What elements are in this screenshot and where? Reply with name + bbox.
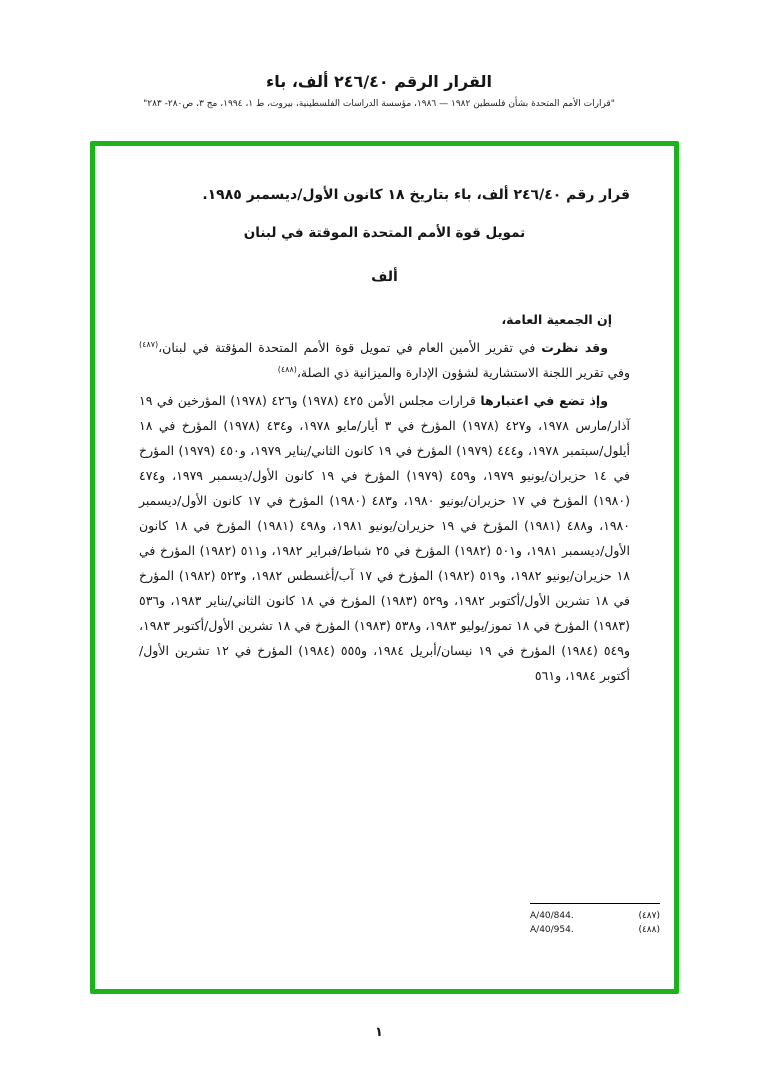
header-source-line: "قرارات الأمم المتحدة بشأن فلسطين ١٩٨٢ — ١٩٨٦، مؤسسة الدراسات الفلسطينية، بيروت، ط ١، ١٩٩٤، مج ٣، ص٢٨٠- ٢٨٣" (143, 99, 615, 109)
resolution-subject: تمويل قوة الأمم المتحدة الموقتة في لبنان (243, 225, 526, 241)
footnote-source: A/40/844. (530, 911, 574, 921)
paragraph-text: في تقرير الأمين العام في تمويل قوة الأمم المتحدة المؤقتة في لبنان، (158, 340, 542, 355)
document-border-frame (90, 141, 679, 994)
footnote-row (530, 909, 660, 923)
footnote-marker: (٤٨٨) (638, 925, 660, 935)
paragraph-lead: وقد نظرت (541, 340, 608, 355)
paragraph-bearing-in-mind (139, 388, 630, 688)
footnote-marker: (٤٨٧) (638, 911, 660, 921)
footnote-source: A/40/954. (530, 925, 574, 935)
document-body (139, 182, 630, 691)
section-heading: ألف (371, 269, 398, 285)
footnote-ref-487: (٤٨٧) (139, 339, 159, 349)
footnote-ref-488: (٤٨٨) (277, 364, 297, 374)
paragraph-preamble: إن الجمعية العامة، (501, 312, 612, 327)
paragraph-considered (139, 335, 630, 385)
resolution-title: قرار رقم ٢٤٦/٤٠ ألف، باء بتاريخ ١٨ كانون الأول/ديسمبر ١٩٨٥. (202, 187, 630, 203)
header-title: القرار الرقم ٢٤٦/٤٠ ألف، باء (266, 72, 492, 91)
footnote-row (530, 923, 660, 937)
paragraph-text: وفي تقرير اللجنة الاستشارية لشؤون الإدارة والميزانية ذي الصلة، (296, 365, 630, 380)
paragraph-text: قرارات مجلس الأمن ٤٢٥ (١٩٧٨) و٤٢٦ (١٩٧٨) المؤرخين في ١٩ آذار/مارس ١٩٧٨، و٤٢٧ (١٩٧٨) المؤرخ في ٣ أيار/مايو ١٩٧٨، و٤٣٤ (١٩٧٨) المؤرخ في ١٨ أيلول/سبتمبر ١٩٧٨، و٤٤٤ (١٩٧٩) المؤرخ في ١٩ كانون الثاني/يناير ١٩٧٩، و٤٥٠ (١٩٧٩) المؤرخ في ١٤ حزيران/يونيو ١٩٧٩، و٤٥٩ (١٩٧٩) المؤرخ في ١٩ كانون الأول/ديسمبر ١٩٧٩، و٤٧٤ (١٩٨٠) المؤرخ في ١٧ حزيران/يونيو ١٩٨٠، و٤٨٣ (١٩٨٠) المؤرخ في ١٧ كانون الأول/ديسمبر ١٩٨٠، و٤٨٨ (١٩٨١) المؤرخ في ١٩ حزيران/يونيو ١٩٨١، و٤٩٨ (١٩٨١) المؤرخ في ١٨ كانون الأول/ديسمبر ١٩٨١، و٥٠١ (١٩٨٢) المؤرخ في ٢٥ شباط/فبراير ١٩٨٢، و٥١١ (١٩٨٢) المؤرخ في ١٨ حزيران/يونيو ١٩٨٢، و٥١٩ (١٩٨٢) المؤرخ في ١٧ آب/أغسطس ١٩٨٢، و٥٢٣ (١٩٨٢) المؤرخ في ١٨ تشرين الأول/أكتوبر ١٩٨٢، و٥٢٩ (١٩٨٣) المؤرخ في ١٨ كانون الثاني/يناير ١٩٨٣، و٥٣٦ (١٩٨٣) المؤرخ في ١٨ تموز/يوليو ١٩٨٣، و٥٣٨ (١٩٨٣) المؤرخ في ١٨ تشرين الأول/أكتوبر ١٩٨٣، و٥٤٩ (١٩٨٤) المؤرخ في ١٩ نيسان/أبريل ١٩٨٤، و٥٥٥ (١٩٨٤) المؤرخ في ١٢ تشرين الأول/أكتوبر ١٩٨٤، و٥٦١ (139, 393, 631, 683)
page-header (0, 72, 758, 109)
paragraph-lead: وإذ تضع في اعتبارها (480, 393, 608, 408)
footnote-block (530, 903, 660, 937)
page-number: ١ (375, 1025, 383, 1040)
